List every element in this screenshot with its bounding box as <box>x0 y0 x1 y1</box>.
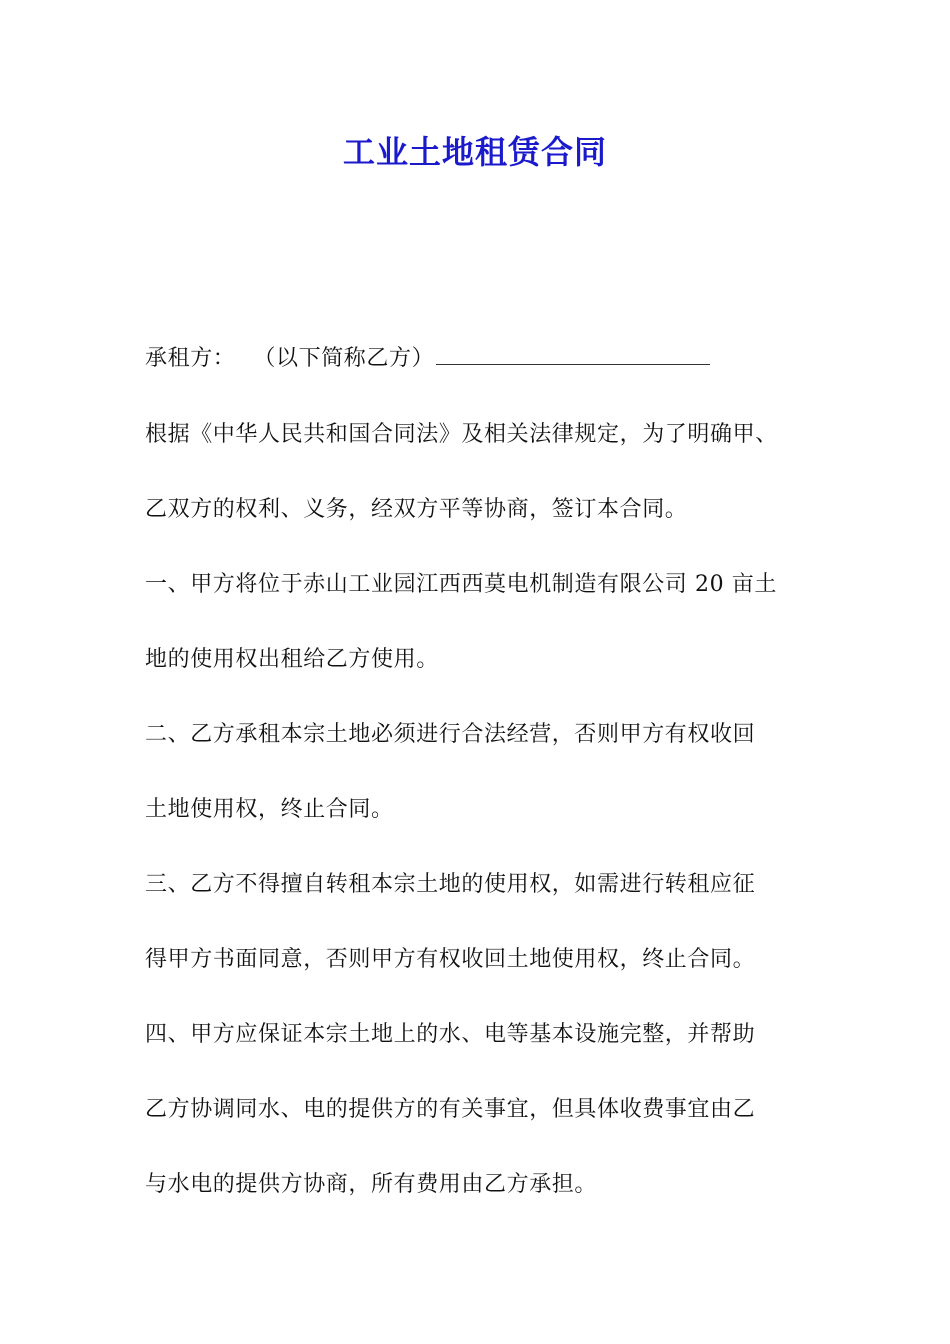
body-line: 与水电的提供方协商，所有费用由乙方承担。 <box>145 1172 598 1197</box>
body-line: 三、乙方不得擅自转租本宗土地的使用权，如需进行转租应征 <box>145 872 756 897</box>
body-line: 一、甲方将位于赤山工业园江西西莫电机制造有限公司 20 亩土 <box>145 572 777 597</box>
lessee-label: 承租方： <box>145 346 236 371</box>
body-line: 二、乙方承租本宗土地必须进行合法经营，否则甲方有权收回 <box>145 722 756 747</box>
body-line: 根据《中华人民共和国合同法》及相关法律规定，为了明确甲、 <box>145 422 778 447</box>
body-line: 乙双方的权利、义务，经双方平等协商，签订本合同。 <box>145 497 688 522</box>
body-line: 得甲方书面同意，否则甲方有权收回土地使用权，终止合同。 <box>145 947 756 972</box>
lessee-note: （以下简称乙方） <box>253 346 435 371</box>
lessee-line <box>145 343 710 375</box>
body-line: 乙方协调同水、电的提供方的有关事宜，但具体收费事宜由乙 <box>145 1097 756 1122</box>
lessee-blank-underline <box>436 344 710 365</box>
body-line: 土地使用权，终止合同。 <box>145 797 394 822</box>
document-title: 工业土地租赁合同 <box>342 133 607 171</box>
body-line: 四、甲方应保证本宗土地上的水、电等基本设施完整，并帮助 <box>145 1022 756 1047</box>
body-line: 地的使用权出租给乙方使用。 <box>145 647 439 672</box>
